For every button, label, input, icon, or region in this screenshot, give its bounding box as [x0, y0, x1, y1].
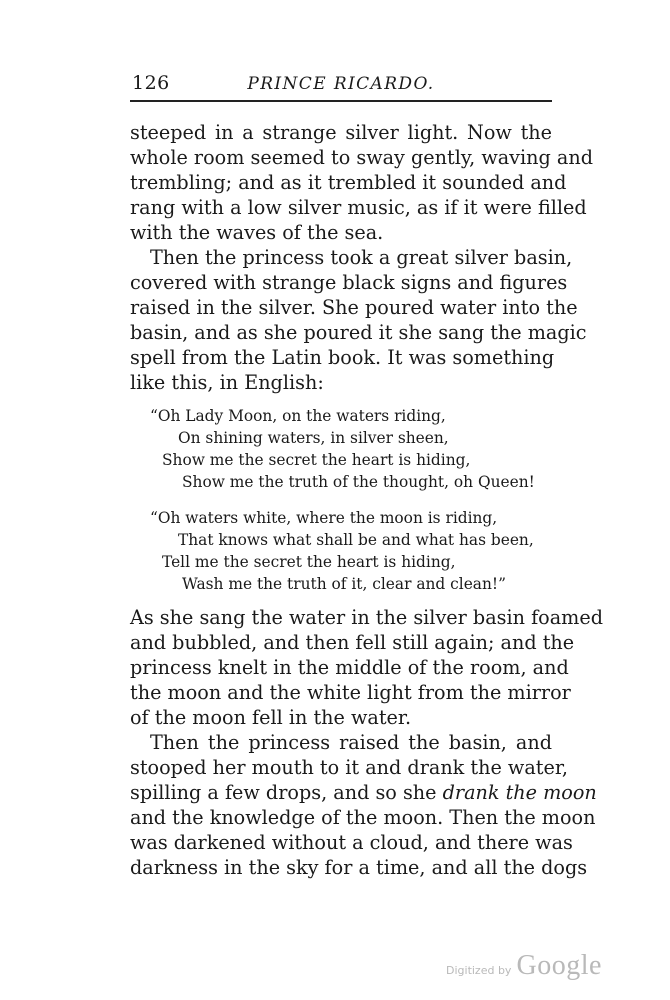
- verse-line: Wash me the truth of it, clear and clean!”: [182, 575, 506, 593]
- text-line: steeped in a strange silver light. Now the: [130, 121, 552, 144]
- text-line: and the knowledge of the moon. Then the moon: [130, 806, 596, 829]
- verse-line: That knows what shall be and what has been,: [178, 531, 534, 549]
- prose-block-1: [130, 120, 593, 395]
- text-run: spilling a few drops, and so she: [130, 781, 443, 804]
- prose-block-2: [130, 605, 603, 880]
- verse-line: “Oh Lady Moon, on the waters riding,: [150, 407, 446, 425]
- text-line: stooped her mouth to it and drank the water,: [130, 756, 569, 779]
- text-line: was darkened without a cloud, and there was: [130, 831, 573, 854]
- paragraph-3: [130, 605, 603, 730]
- text-line: darkness in the sky for a time, and all the dogs: [130, 856, 588, 879]
- text-line: princess knelt in the middle of the room, and: [130, 656, 569, 679]
- google-logo: Google: [516, 950, 602, 981]
- verse-line: Tell me the secret the heart is hiding,: [162, 553, 456, 571]
- text-line: and bubbled, and then fell still again; and the: [130, 631, 575, 654]
- text-line: spell from the Latin book. It was something: [130, 346, 555, 369]
- text-line: Then the princess raised the basin, and: [150, 731, 552, 754]
- text-line: trembling; and as it trembled it sounded and: [130, 171, 567, 194]
- text-line: of the moon fell in the water.: [130, 706, 412, 729]
- text-line: with the waves of the sea.: [130, 221, 384, 244]
- text-line: rang with a low silver music, as if it were filled: [130, 196, 587, 219]
- verse-line: On shining waters, in silver sheen,: [178, 429, 449, 447]
- running-header: [130, 72, 552, 98]
- text-line: the moon and the white light from the mirror: [130, 681, 571, 704]
- text-line: basin, and as she poured it she sang the magic: [130, 321, 587, 344]
- verse-line: Show me the secret the heart is hiding,: [162, 451, 471, 469]
- verse-stanza-2: [150, 507, 550, 595]
- page-number: 126: [132, 72, 170, 94]
- text-line: like this, in English:: [130, 371, 324, 394]
- italic-phrase: drank the moon: [442, 781, 597, 804]
- text-line: whole room seemed to sway gently, waving and: [130, 146, 593, 169]
- running-title: PRINCE RICARDO.: [247, 74, 435, 94]
- text-line: As she sang the water in the silver basin foamed: [130, 606, 603, 629]
- digitized-watermark: [446, 950, 602, 982]
- text-line: [130, 780, 597, 805]
- text-line: covered with strange black signs and figures: [130, 271, 568, 294]
- verse-line: “Oh waters white, where the moon is riding,: [150, 509, 498, 527]
- paragraph-4: [130, 730, 597, 880]
- verse-stanza-1: [150, 405, 550, 493]
- text-line: raised in the silver. She poured water into the: [130, 296, 578, 319]
- text-line: Then the princess took a great silver basin,: [150, 246, 573, 269]
- verse-line: Show me the truth of the thought, oh Queen!: [182, 473, 535, 491]
- paragraph-2: [130, 245, 587, 395]
- header-rule: [130, 100, 552, 102]
- watermark-prefix: Digitized by: [446, 964, 512, 977]
- paragraph-1: [130, 120, 593, 245]
